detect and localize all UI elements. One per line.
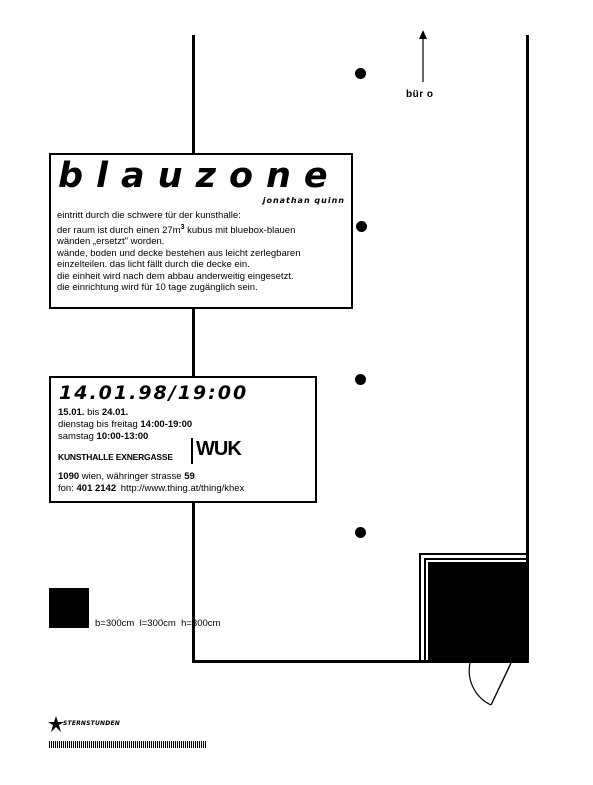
weekday-label: dienstag bis freitag bbox=[58, 419, 138, 430]
star-icon bbox=[48, 716, 64, 732]
plan-wall-left bbox=[192, 35, 195, 662]
wuk-logo bbox=[191, 438, 241, 464]
phone-number: 401 2142 bbox=[76, 483, 117, 494]
up-arrow-icon bbox=[416, 30, 430, 82]
column-marker bbox=[355, 374, 366, 385]
intro-line-part: der raum ist durch einen 27m bbox=[57, 224, 181, 236]
intro-line: die einheit wird nach dem abbau anderweitig eingesetzt. bbox=[57, 270, 294, 282]
intro-line bbox=[57, 222, 300, 237]
intro-line: einzelteilen. das licht fällt durch die decke ein. bbox=[57, 259, 250, 271]
door-swing-icon bbox=[460, 660, 520, 710]
run-from: 15.01. bbox=[58, 407, 85, 418]
weekday-hours bbox=[58, 419, 192, 431]
sponsor-name: STERNSTUNDEN bbox=[63, 720, 120, 727]
run-to: 24.01. bbox=[101, 407, 129, 418]
saturday-label: samstag bbox=[58, 431, 94, 442]
artist-name: jonathan quinn bbox=[262, 196, 345, 205]
intro-panel bbox=[49, 153, 353, 309]
column-marker bbox=[355, 527, 366, 538]
footer-hatch-bar bbox=[49, 741, 207, 748]
house-number: 59 bbox=[184, 471, 195, 482]
info-panel bbox=[49, 376, 317, 503]
weekday-time: 14:00-19:00 bbox=[140, 419, 193, 430]
saturday-hours bbox=[58, 431, 148, 443]
office-label: bür o bbox=[406, 89, 434, 100]
intro-line: die einrichtung wird für 10 tage zugänglich sein. bbox=[57, 282, 258, 294]
dimensions-label: b=300cm l=300cm h=300cm bbox=[95, 618, 221, 629]
street-address: wien, währinger strasse bbox=[81, 471, 182, 482]
run-word: bis bbox=[87, 407, 100, 418]
phone-label: fon: bbox=[58, 483, 74, 494]
zip-code: 1090 bbox=[58, 471, 80, 482]
venue-name: KUNSTHALLE EXNERGASSE bbox=[58, 452, 173, 462]
intro-line: wände, boden und decke bestehen aus leicht zerlegbaren bbox=[57, 247, 301, 259]
column-marker bbox=[356, 221, 367, 232]
contact-line bbox=[58, 483, 244, 495]
cube-room bbox=[419, 553, 529, 663]
opening-date: 14.01.98/19:00 bbox=[59, 382, 249, 404]
intro-text bbox=[57, 210, 300, 294]
intro-line-part: kubus mit bluebox-blauen bbox=[187, 224, 296, 236]
superscript: 3 bbox=[180, 223, 185, 231]
column-marker bbox=[355, 68, 366, 79]
wuk-logo-text: WUK bbox=[196, 438, 241, 460]
exhibition-title: blauzone bbox=[58, 156, 341, 196]
saturday-time: 10:00-13:00 bbox=[96, 431, 149, 442]
address-line bbox=[58, 471, 195, 483]
run-dates bbox=[58, 407, 128, 419]
website-url[interactable]: http://www.thing.at/thing/khex bbox=[120, 483, 245, 494]
legend-swatch bbox=[49, 588, 89, 628]
intro-line: wänden „ersetzt" worden. bbox=[57, 236, 165, 248]
intro-line: eintritt durch die schwere tür der kunsthalle: bbox=[57, 210, 241, 221]
